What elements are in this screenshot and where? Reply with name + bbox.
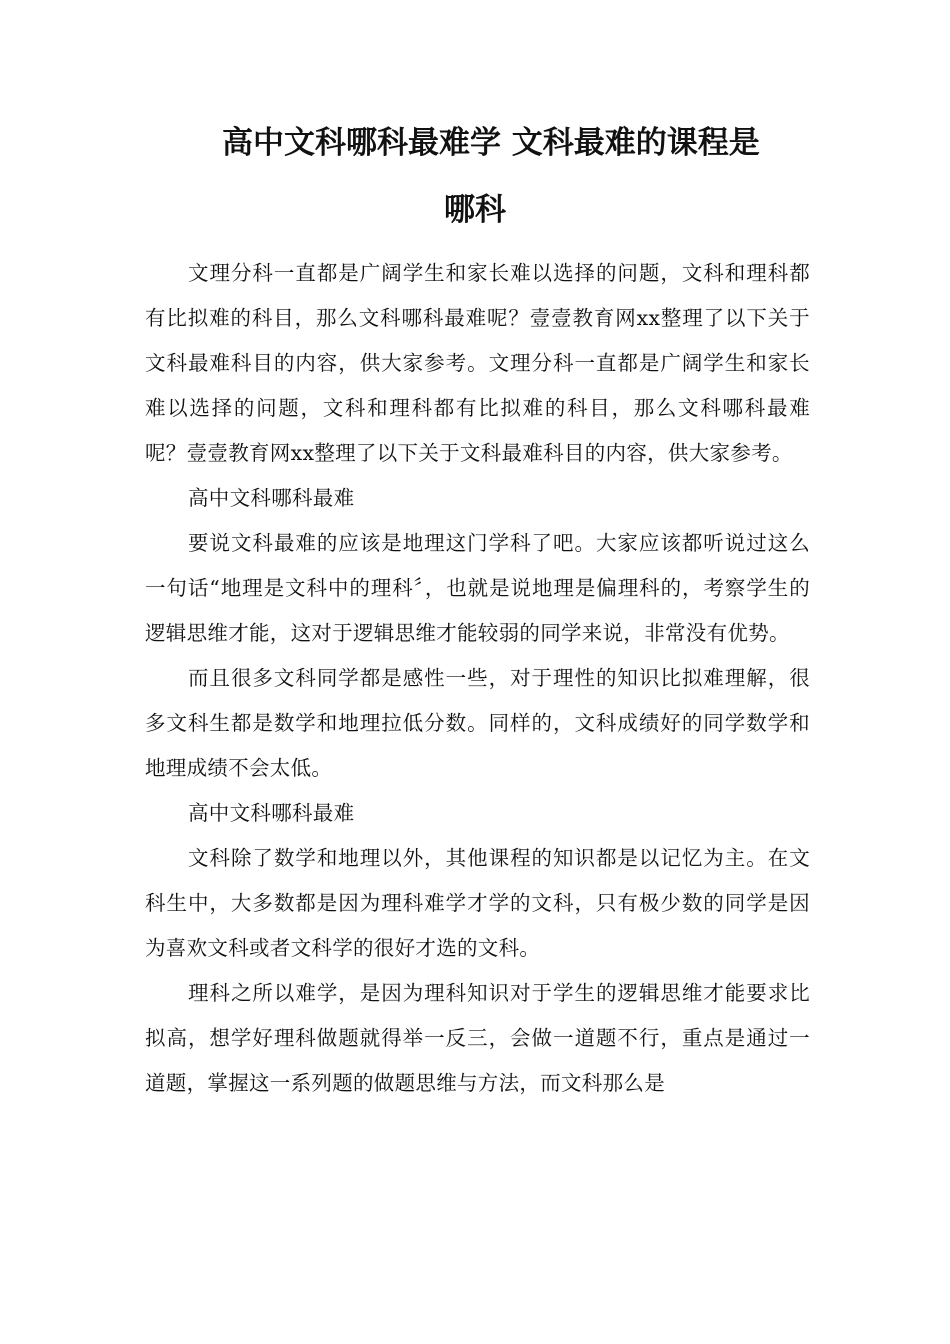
document-title-line-2: 哪科 bbox=[444, 192, 506, 228]
paragraph: 文科除了数学和地理以外，其他课程的知识都是以记忆为主。在文科生中，大多数都是因为理科难学才学的文科，只有极少数的同学是因为喜欢文科或者文科学的很好才选的文科。 bbox=[145, 846, 810, 960]
paragraph-intro: 文理分科一直都是广阔学生和家长难以选择的问题，文科和理科都有比拟难的科目，那么文科哪科最难呢？壹壹教育网xx整理了以下关于文科最难科目的内容，供大家参考。文理分科一直都是广阔学生和家长难以选择的问题，文科和理科都有比拟难的科目，那么文科哪科最难呢？壹壹教育网xx整理了以下关于文科最难科目的内容，供大家参考。 bbox=[145, 261, 810, 465]
document-title-line-1: 高中文科哪科最难学 文科最难的课程是 bbox=[222, 125, 760, 161]
document-body bbox=[145, 251, 810, 1106]
paragraph: 而且很多文科同学都是感性一些，对于理性的知识比拟难理解，很多文科生都是数学和地理拉低分数。同样的，文科成绩好的同学数学和地理成绩不会太低。 bbox=[145, 666, 810, 780]
paragraph: 理科之所以难学，是因为理科知识对于学生的逻辑思维才能要求比拟高，想学好理科做题就得举一反三，会做一道题不行，重点是通过一道题，掌握这一系列题的做题思维与方法，而文科那么是 bbox=[145, 981, 810, 1095]
paragraph: 要说文科最难的应该是地理这门学科了吧。大家应该都听说过这么一句话“地理是文科中的理科〞，也就是说地理是偏理科的，考察学生的逻辑思维才能，这对于逻辑思维才能较弱的同学来说，非常没有优势。 bbox=[145, 531, 810, 645]
section-heading: 高中文科哪科最难 bbox=[188, 486, 355, 510]
section-heading: 高中文科哪科最难 bbox=[188, 801, 355, 825]
